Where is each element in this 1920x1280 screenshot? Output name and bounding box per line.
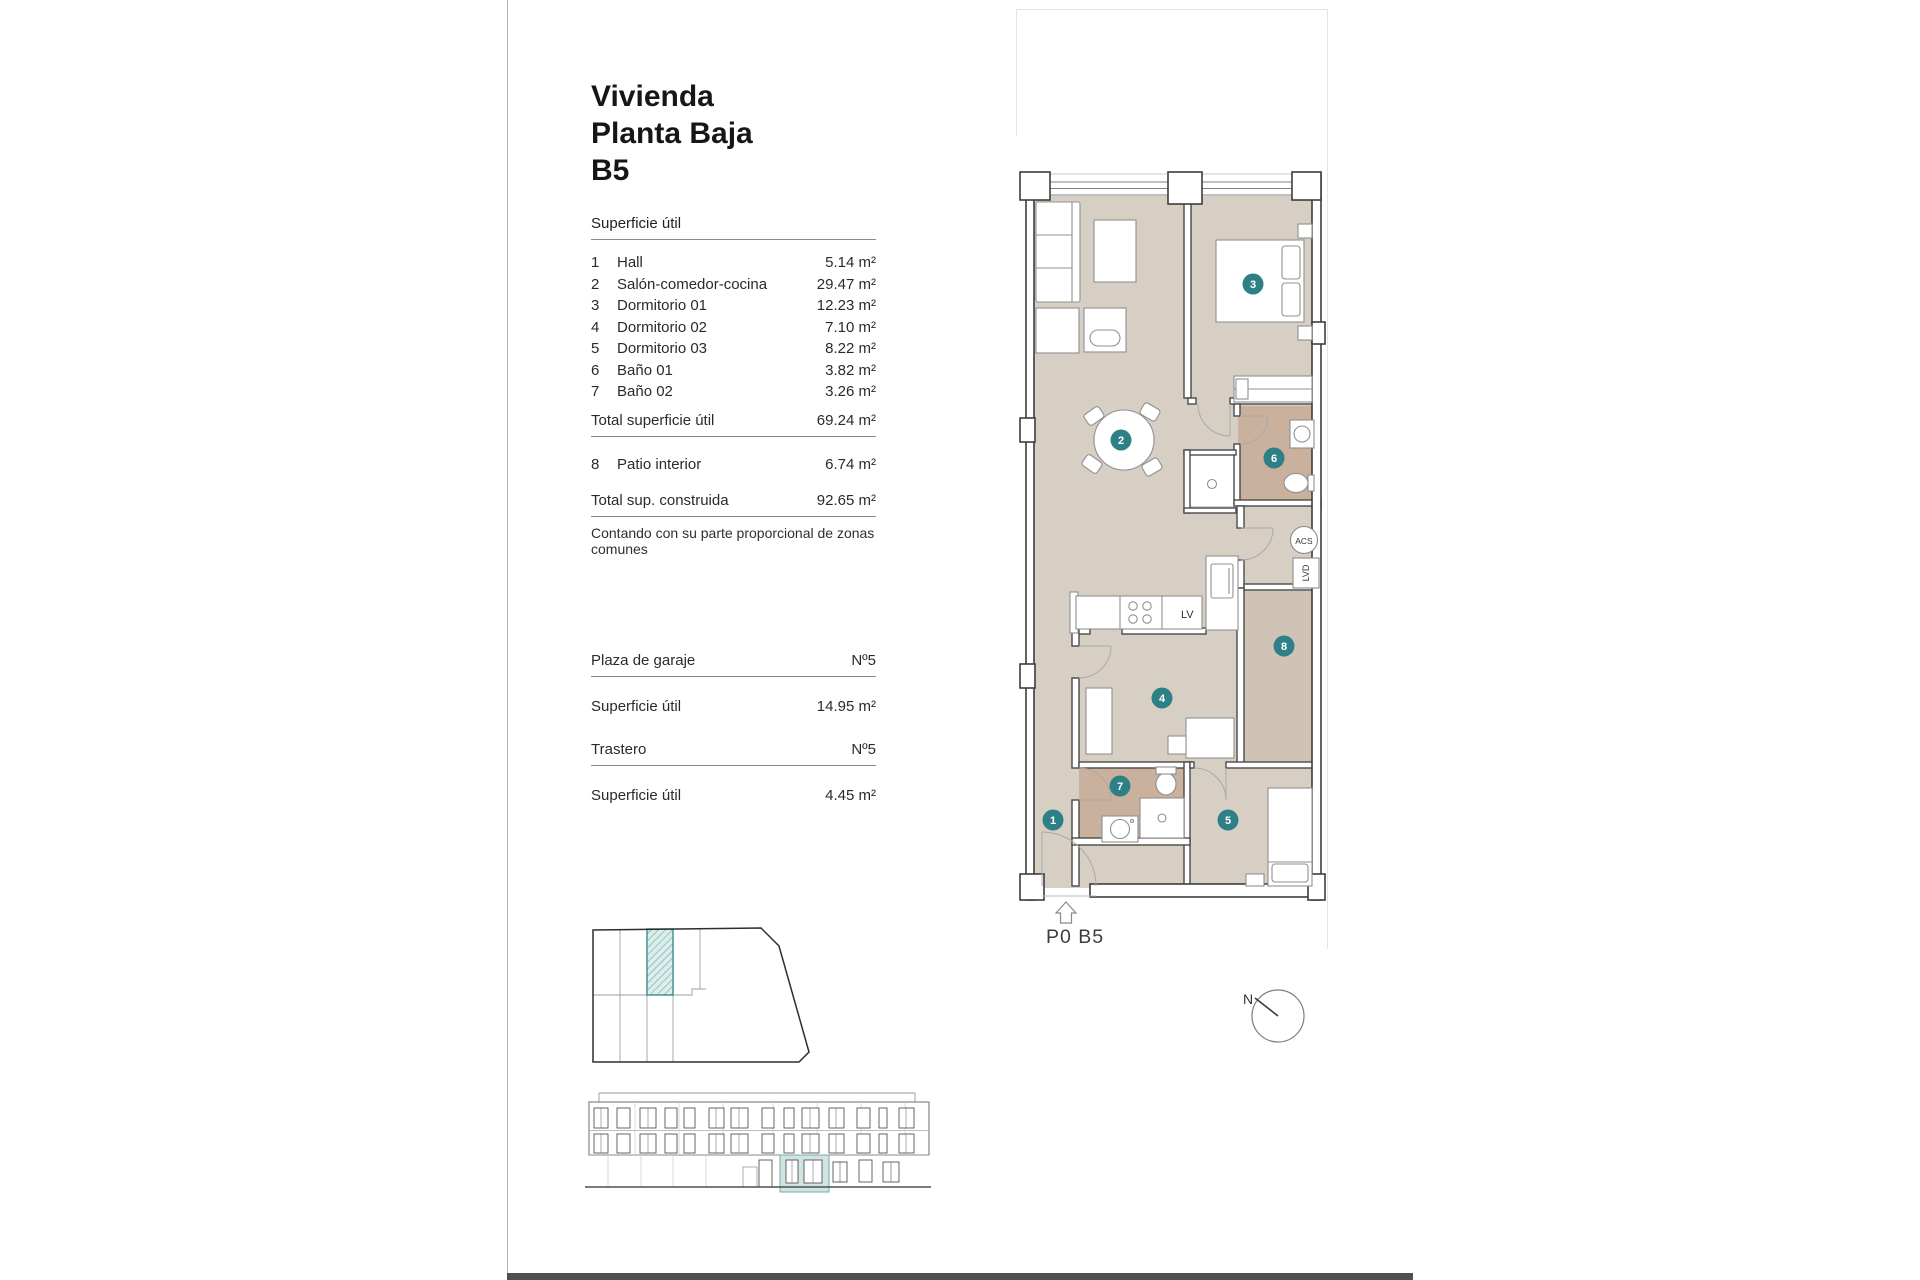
table-row — [591, 274, 876, 296]
table-row — [591, 317, 876, 339]
row-num: 7 — [591, 383, 600, 400]
closet-dormitorio-02 — [1086, 688, 1112, 754]
row-num: 1 — [591, 254, 600, 271]
table-row — [591, 252, 876, 274]
table-row — [591, 338, 876, 360]
table-row — [591, 381, 876, 403]
row-value: 5.14 m² — [825, 254, 876, 271]
coffee-table — [1094, 220, 1136, 282]
storage-area-value: 4.45 m² — [825, 787, 876, 804]
row-value: 8.22 m² — [825, 340, 876, 357]
svg-text:7: 7 — [1116, 781, 1124, 793]
kitchen-tall-unit — [1206, 556, 1238, 630]
area-table — [591, 215, 876, 557]
row-value: 3.82 m² — [825, 361, 876, 379]
north-compass — [1215, 972, 1335, 1062]
row-name: Dormitorio 02 — [617, 318, 708, 336]
svg-text:3: 3 — [1249, 279, 1257, 291]
entry-step — [743, 1167, 757, 1187]
marker-patio — [1274, 636, 1295, 657]
page-title — [591, 78, 753, 189]
row-name: Hall — [617, 254, 643, 271]
unit-label: P0 B5 — [1046, 926, 1105, 948]
row-num: 6 — [591, 361, 600, 379]
acs-label: ACS — [1295, 536, 1313, 546]
row-value: 12.23 m² — [816, 297, 876, 314]
garage-storage-block — [591, 652, 876, 804]
title-line-1: Vivienda — [591, 80, 714, 113]
total-built-area-row — [591, 492, 876, 517]
row-num: 3 — [591, 297, 600, 314]
floor-plan — [1016, 136, 1330, 952]
building-elevation — [583, 1082, 935, 1204]
svg-text:1: 1 — [1049, 815, 1057, 827]
patio-row — [591, 454, 876, 476]
row-num: 4 — [591, 318, 600, 336]
marker-dormitorio-01 — [1243, 274, 1264, 295]
row-num: 5 — [591, 340, 600, 357]
marker-bano-01 — [1264, 448, 1285, 469]
sink-bath-01 — [1290, 420, 1314, 448]
total-useful-area-row — [591, 412, 876, 437]
sofa — [1036, 202, 1080, 302]
storage-header-row — [591, 741, 876, 766]
table-row — [591, 295, 876, 317]
compass-needle — [1255, 998, 1278, 1016]
toilet-bath-02 — [1156, 767, 1176, 795]
wardrobe — [1234, 376, 1312, 402]
total-label: Total superficie útil — [591, 411, 715, 429]
row-value: 6.74 m² — [825, 455, 876, 473]
window-row-2 — [594, 1134, 914, 1153]
storage-area-label: Superficie útil — [591, 787, 682, 804]
garage-header-row — [591, 652, 876, 677]
page-bottom-edge — [507, 1273, 1413, 1280]
elevation-roofline — [599, 1093, 915, 1102]
total-built-value: 92.65 m² — [816, 492, 876, 509]
row-name: Baño 01 — [617, 361, 673, 379]
site-key-plan — [588, 922, 818, 1070]
entry-arrow-icon — [1056, 902, 1076, 923]
plan-reference-line-left — [1016, 9, 1017, 136]
row-num: 8 — [591, 455, 600, 473]
lvd-label: LVD — [1301, 564, 1311, 582]
svg-text:8: 8 — [1280, 641, 1288, 653]
row-value: 3.26 m² — [825, 383, 876, 400]
entry-door — [759, 1160, 772, 1187]
ground-windows — [833, 1160, 899, 1182]
area-table-header — [591, 215, 876, 240]
storage-number: Nº5 — [851, 741, 876, 758]
marker-bano-02 — [1110, 776, 1131, 797]
row-name: Dormitorio 03 — [617, 340, 708, 357]
patio-floor — [1244, 591, 1314, 764]
window-row-1 — [594, 1108, 914, 1128]
garage-label: Plaza de garaje — [591, 652, 696, 669]
area-table-rows — [591, 252, 876, 403]
svg-text:6: 6 — [1270, 453, 1278, 465]
washing-machine — [1102, 816, 1138, 842]
common-zones-note: Contando con su parte proporcional de zonas comunes — [591, 525, 875, 557]
title-line-2: Planta Baja — [591, 117, 753, 150]
compass-n-label: N — [1243, 991, 1254, 1007]
toilet-bath-01 — [1284, 474, 1314, 493]
row-value: 7.10 m² — [825, 318, 876, 336]
garage-area-label: Superficie útil — [591, 698, 682, 715]
armchair — [1084, 308, 1126, 352]
dishwasher-label: LV — [1181, 609, 1194, 621]
svg-text:2: 2 — [1117, 435, 1125, 447]
marker-hall — [1043, 810, 1064, 831]
ground-floor — [585, 1155, 931, 1192]
area-table-header-label: Superficie útil — [591, 215, 682, 232]
storage-area-row — [591, 787, 876, 804]
garage-area-value: 14.95 m² — [816, 698, 876, 715]
marker-salon — [1111, 430, 1132, 451]
marker-dormitorio-02 — [1152, 688, 1173, 709]
total-built-label: Total sup. construida — [591, 492, 729, 509]
title-line-3: B5 — [591, 154, 630, 187]
row-name: Salón-comedor-cocina — [617, 275, 768, 293]
marker-dormitorio-03 — [1218, 810, 1239, 831]
row-name: Dormitorio 01 — [617, 297, 708, 314]
row-num: 2 — [591, 275, 600, 293]
row-name: Baño 02 — [617, 383, 673, 400]
highlighted-unit — [647, 929, 673, 995]
side-table — [1036, 308, 1079, 353]
shower-bath-02 — [1140, 798, 1184, 838]
row-name: Patio interior — [617, 455, 702, 473]
page-left-edge — [507, 0, 508, 1280]
plan-reference-line-top — [1016, 9, 1328, 10]
garage-area-row — [591, 698, 876, 715]
row-value: 29.47 m² — [816, 275, 876, 293]
svg-text:4: 4 — [1158, 693, 1166, 705]
storage-label: Trastero — [591, 741, 647, 758]
garage-number: Nº5 — [851, 652, 876, 669]
svg-text:5: 5 — [1224, 815, 1232, 827]
total-value: 69.24 m² — [816, 411, 876, 429]
table-row — [591, 360, 876, 382]
